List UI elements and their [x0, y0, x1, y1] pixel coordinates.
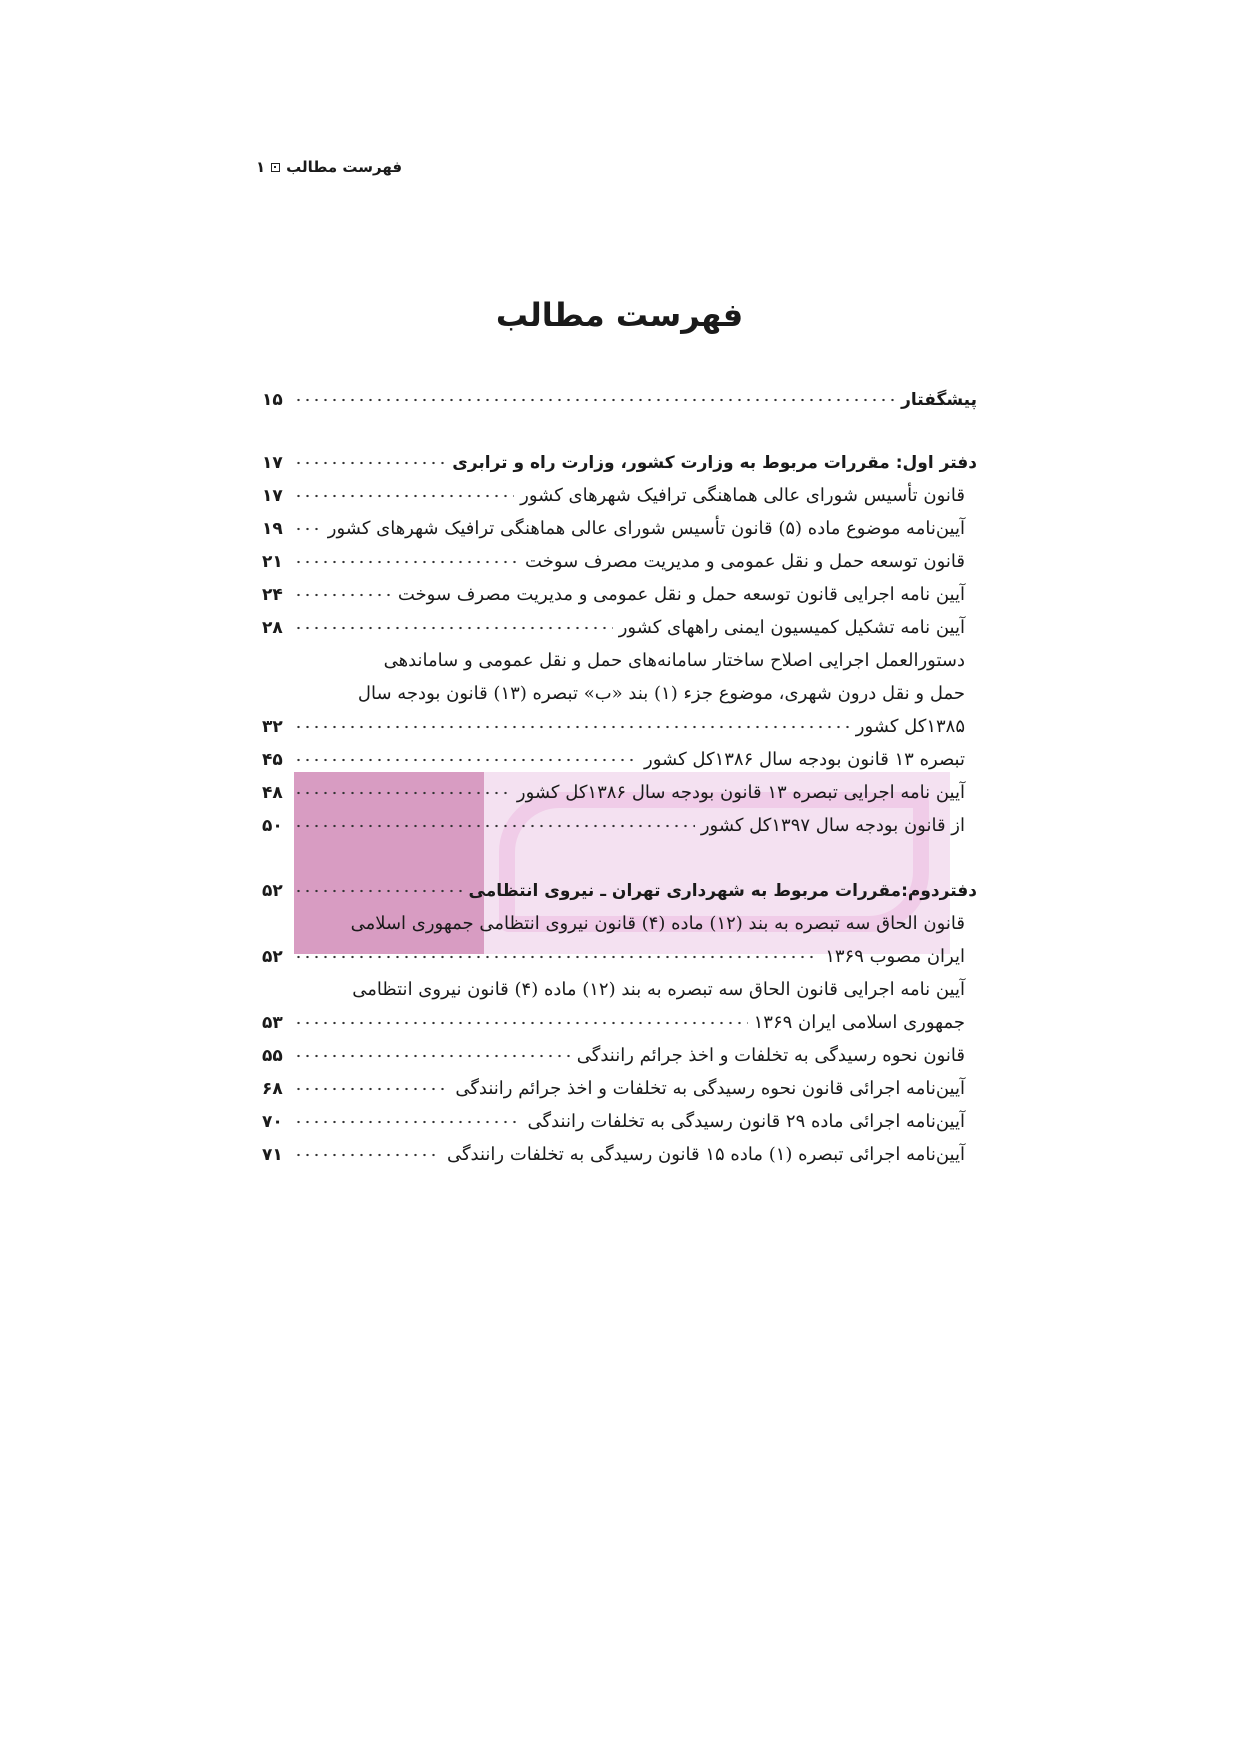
dot-leader	[294, 593, 392, 597]
toc-entry	[262, 1038, 977, 1074]
toc-entry-title: حمل و نقل درون شهری، موضوع جزء (۱) بند «ب» تبصره (۱۳) قانون بودجه سال	[357, 683, 965, 704]
toc-entry	[262, 939, 977, 975]
toc-entry-continued	[262, 676, 977, 712]
toc-entry-title: ایران مصوب ۱۳۶۹	[825, 946, 965, 967]
dot-leader	[294, 889, 463, 893]
dot-leader	[294, 1153, 441, 1157]
dot-leader	[294, 398, 895, 402]
toc-entry-title: از قانون بودجه سال ۱۳۹۷کل کشور	[700, 815, 965, 836]
toc-entry	[262, 775, 977, 811]
toc-entry-title: آیین‌نامه اجرائی قانون نحوه رسیدگی به تخلفات و اخذ جرائم رانندگی	[455, 1078, 965, 1099]
toc-entry	[262, 709, 977, 745]
toc-entry-title: جمهوری اسلامی ایران ۱۳۶۹	[753, 1012, 965, 1033]
dot-leader	[294, 824, 695, 828]
toc-entry-title: آیین نامه تشکیل کمیسیون ایمنی راههای کشور	[618, 617, 965, 638]
toc-entry-title: آیین‌نامه موضوع ماده (۵) قانون تأسیس شورای عالی هماهنگی ترافیک شهرهای کشور	[327, 518, 965, 539]
square-separator-icon	[271, 163, 280, 172]
toc-entry-title: قانون توسعه حمل و نقل عمومی و مدیریت مصرف سوخت	[525, 551, 965, 572]
toc-page-number: ۲۴	[262, 585, 283, 605]
toc-entry-title: آیین نامه اجرایی تبصره ۱۳ قانون بودجه سال ۱۳۸۶کل کشور	[516, 782, 965, 803]
toc-entry	[262, 610, 977, 646]
toc-entry	[262, 1137, 977, 1173]
toc-entry-title: دفتر اول: مقررات مربوط به وزارت کشور، وزارت راه و ترابری	[452, 453, 977, 473]
toc-entry-title: دفتردوم:مقررات مربوط به شهرداری تهران ـ نیروی انتظامی	[468, 881, 977, 901]
toc-entry	[262, 1005, 977, 1041]
toc-entry-title: آیین نامه اجرایی قانون توسعه حمل و نقل عمومی و مدیریت مصرف سوخت	[397, 584, 965, 605]
toc-page-number: ۲۱	[262, 552, 283, 572]
toc-page-number: ۷۱	[262, 1145, 283, 1165]
running-head-title: فهرست مطالب	[286, 158, 403, 176]
dot-leader	[294, 494, 514, 498]
toc-entry-title: دستورالعمل اجرایی اصلاح ساختار سامانه‌های حمل و نقل عمومی و ساماندهی	[383, 650, 965, 671]
toc-entry-title: تبصره ۱۳ قانون بودجه سال ۱۳۸۶کل کشور	[644, 749, 965, 770]
toc-entry	[262, 742, 977, 778]
running-head-page: ۱	[256, 158, 266, 176]
toc-page-number: ۱۷	[262, 486, 283, 506]
toc-entry	[262, 544, 977, 580]
dot-leader	[294, 725, 850, 729]
toc-entry-continued	[262, 906, 977, 942]
toc-page-number: ۴۸	[262, 783, 283, 803]
toc-entry	[262, 1071, 977, 1107]
dot-leader	[294, 1120, 522, 1124]
toc-entry-title: ۱۳۸۵کل کشور	[855, 716, 965, 737]
toc-page-number: ۳۲	[262, 717, 283, 737]
toc-page-number: ۵۰	[262, 816, 283, 836]
toc-entry	[262, 808, 977, 844]
dot-leader	[294, 626, 613, 630]
toc-page-number: ۱۵	[262, 390, 283, 410]
toc-entry-title: پیشگفتار	[901, 390, 977, 410]
toc-entry-title: آیین‌نامه اجرائی تبصره (۱) ماده ۱۵ قانون رسیدگی به تخلفات رانندگی	[446, 1144, 965, 1165]
dot-leader	[294, 955, 819, 959]
toc-entry-title: قانون نحوه رسیدگی به تخلفات و اخذ جرائم رانندگی	[576, 1045, 965, 1066]
toc-entry-title: آیین نامه اجرایی قانون الحاق سه تبصره به بند (۱۲) ماده (۴) قانون نیروی انتظامی	[352, 979, 965, 1000]
toc-section-heading	[262, 445, 977, 481]
toc-entry-title: قانون تأسیس شورای عالی هماهنگی ترافیک شهرهای کشور	[520, 485, 965, 506]
toc-page-number: ۴۵	[262, 750, 283, 770]
toc-entry	[262, 478, 977, 514]
page-title: فهرست مطالب	[495, 296, 744, 334]
toc-page-number: ۵۲	[262, 947, 283, 967]
toc-page-number: ۵۲	[262, 881, 283, 901]
toc-page-number: ۵۵	[262, 1046, 283, 1066]
toc-entry	[262, 511, 977, 547]
dot-leader	[294, 758, 638, 762]
toc-page-number: ۲۸	[262, 618, 283, 638]
dot-leader	[294, 1087, 449, 1091]
toc-entry	[262, 1104, 977, 1140]
dot-leader	[294, 791, 511, 795]
toc-entry-title: آیین‌نامه اجرائی ماده ۲۹ قانون رسیدگی به تخلفات رانندگی	[527, 1111, 965, 1132]
toc-page-number: ۵۳	[262, 1013, 283, 1033]
dot-leader	[294, 527, 322, 531]
dot-leader	[294, 560, 519, 564]
toc-page-number: ۶۸	[262, 1079, 283, 1099]
toc-page-number: ۱۷	[262, 453, 283, 473]
toc-entry-continued	[262, 643, 977, 679]
toc-page-number: ۷۰	[262, 1112, 283, 1132]
toc-entry-title: قانون الحاق سه تبصره به بند (۱۲) ماده (۴) قانون نیروی انتظامی جمهوری اسلامی	[350, 913, 965, 934]
toc-page-number: ۱۹	[262, 519, 283, 539]
toc-entry-continued	[262, 972, 977, 1008]
toc-section-heading	[262, 873, 977, 909]
running-head	[256, 158, 402, 176]
toc-entry	[262, 577, 977, 613]
dot-leader	[294, 1054, 571, 1058]
dot-leader	[294, 461, 446, 465]
toc-section-heading	[262, 382, 977, 418]
dot-leader	[294, 1021, 748, 1025]
